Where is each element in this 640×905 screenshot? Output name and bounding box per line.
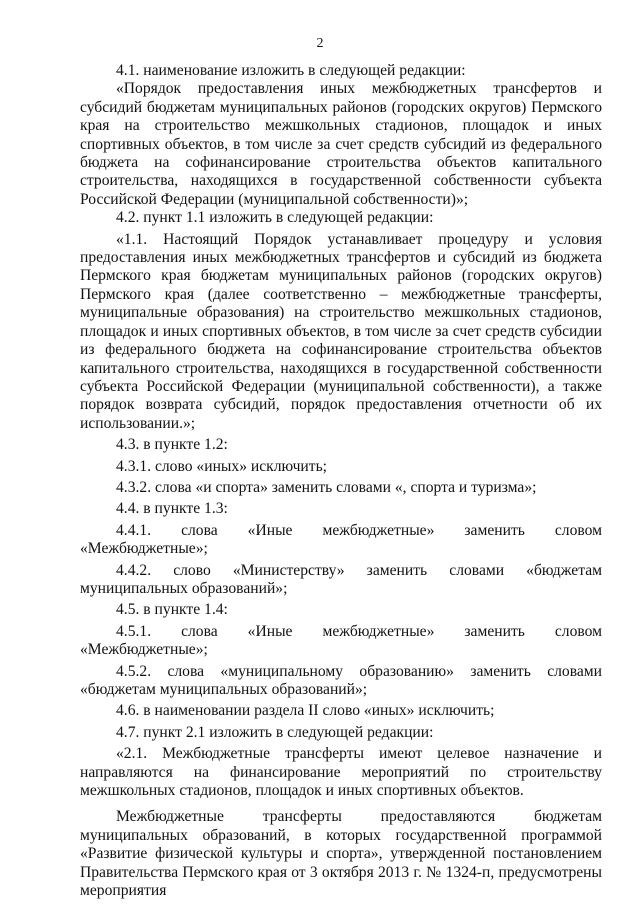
paragraph-4-4-2: 4.4.2. слово «Министерству» заменить словами «бюджетам муниципальных образований»; <box>80 561 602 597</box>
paragraph-1-1-quote: «1.1. Настоящий Порядок устанавливает процедуру и условия предоставления иных межбюджетных трансфертов и субсидий из бюджета Пермского края бюджетам муниципальных районов (городских округов) Пермского края (далее соответственно – межбюджетные трансферты, муниципальные образования) на строительство межшкольных стадионов, площадок и иных спортивных объектов, в том числе за счет средств субсидии из федерального бюджета на софинансирование строительства объектов капитального строительства, находящихся в государственной собственности субъекта Российской Федерации (муниципальной собственности), а также порядок возврата субсидий, порядок предоставления отчетности об их использовании.»; <box>80 230 602 432</box>
paragraph-4-4-1: 4.4.1. слова «Иные межбюджетные» заменить словом «Межбюджетные»; <box>80 521 602 558</box>
paragraph-4-5-1: 4.5.1. слова «Иные межбюджетные» заменить словом «Межбюджетные»; <box>80 622 602 659</box>
paragraph-2-1-quote: «2.1. Межбюджетные трансферты имеют целевое назначение и направляются на финансирование мероприятий по строительству межшкольных стадионов, площадок и иных спортивных объектов. <box>80 745 602 800</box>
paragraph-transfers: Межбюджетные трансферты предоставляются бюджетам муниципальных образований, в которых государственной программой «Развитие физической культуры и спорта», утвержденной постановлением Правительства Пермского края от 3 октября 2013 г. № 1324-п, предусмотрены мероприятия <box>80 808 602 900</box>
paragraph-4-6: 4.6. в наименовании раздела II слово «иных» исключить; <box>116 702 495 720</box>
document-body <box>80 62 602 900</box>
page-number: 2 <box>316 36 324 51</box>
paragraph-4-3: 4.3. в пункте 1.2: <box>116 436 228 454</box>
paragraph-4-5: 4.5. в пункте 1.4: <box>116 601 228 619</box>
paragraph-4-4: 4.4. в пункте 1.3: <box>116 500 228 518</box>
paragraph-4-3-2: 4.3.2. слова «и спорта» заменить словами «, спорта и туризма»; <box>116 478 537 496</box>
paragraph-4-5-2: 4.5.2. слова «муниципальному образованию» заменить словами «бюджетам муниципальных образований»; <box>80 662 602 698</box>
paragraph-4-3-1: 4.3.1. слово «иных» исключить; <box>116 457 328 475</box>
paragraph-4-2: 4.2. пункт 1.1 изложить в следующей редакции: <box>116 209 434 227</box>
paragraph-title-quote: «Порядок предоставления иных межбюджетных трансфертов и субсидий бюджетам муниципальных районов (городских округов) Пермского края на строительство межшкольных стадионов, площадок и иных спортивных объектов, в том числе за счет средств субсидий из федерального бюджета на софинансирование строительства объектов капитального строительства, находящихся в государственной собственности субъекта Российской Федерации (муниципальной собственности)»; <box>80 80 602 208</box>
paragraph-4-1: 4.1. наименование изложить в следующей редакции: <box>116 62 466 79</box>
paragraph-4-7: 4.7. пункт 2.1 изложить в следующей редакции: <box>116 723 434 741</box>
